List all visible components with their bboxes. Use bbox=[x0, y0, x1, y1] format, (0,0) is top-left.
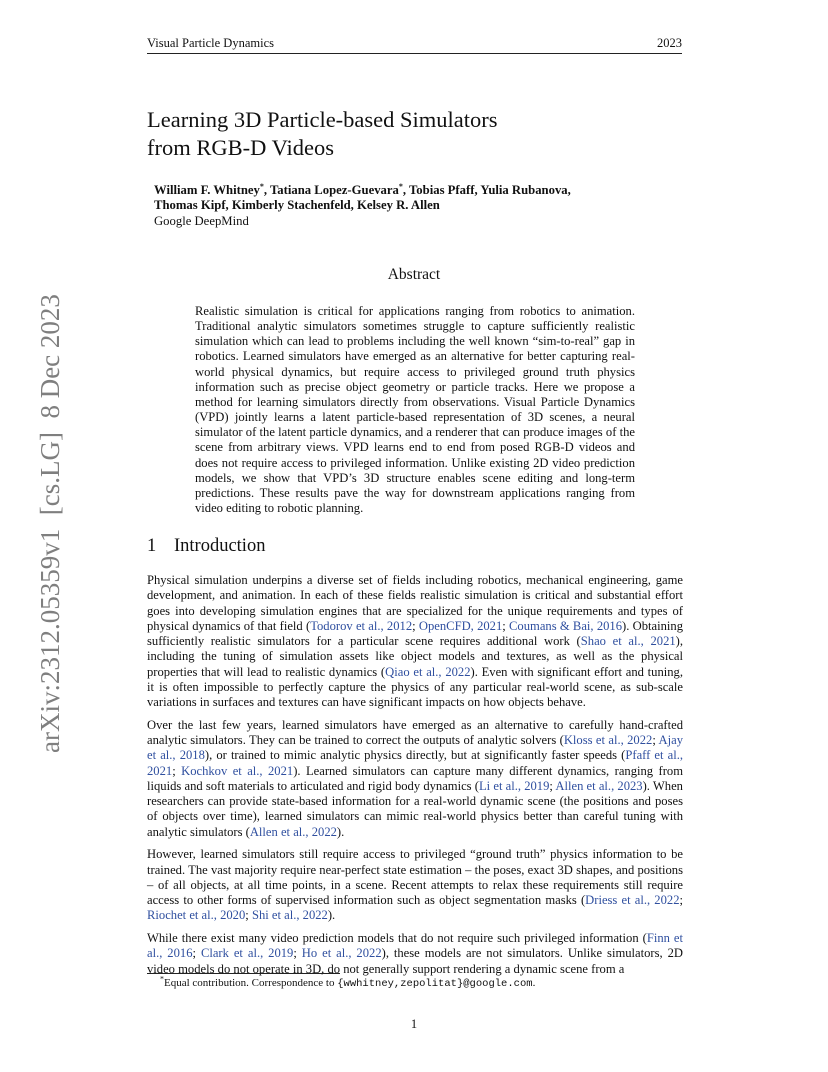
citation-link[interactable]: Clark et al., 2019 bbox=[200, 946, 294, 961]
section-heading bbox=[147, 536, 265, 557]
affiliation: Google DeepMind bbox=[154, 214, 249, 228]
citation-link[interactable]: Kloss et al., 2022 bbox=[563, 733, 653, 747]
running-year: 2023 bbox=[657, 36, 682, 50]
citation-link[interactable]: Coumans & Bai, 2016 bbox=[509, 618, 623, 633]
arxiv-stamp[interactable]: arXiv:2312.05359v1 [cs.LG] 8 Dec 2023 bbox=[35, 294, 65, 753]
running-title: Visual Particle Dynamics bbox=[147, 36, 274, 50]
citation-link[interactable]: Kochkov et al., 2021 bbox=[181, 763, 294, 778]
footnote: *Equal contribution. Correspondence to {wwhitney,zepolitat}@google.com. bbox=[160, 974, 536, 990]
author-list: William F. Whitney*, Tatiana Lopez-Guevara*, Tobias Pfaff, Yulia Rubanova, Thomas Kipf, Kimberly Stachenfeld, Kelsey R. Allen bbox=[154, 181, 571, 212]
citation-link[interactable]: Finn et al., 2016 bbox=[147, 931, 683, 961]
citation-link[interactable]: Shi et al., 2022 bbox=[251, 908, 328, 923]
citation-link[interactable]: Shao et al., 2021 bbox=[580, 634, 676, 648]
citation-link[interactable]: OpenCFD, 2021 bbox=[418, 618, 503, 633]
section-title: Introduction bbox=[174, 536, 266, 556]
paragraph: Over the last few years, learned simulators have emerged as an alternative to carefully hand-crafted analytic simulators. They can be trained to correct the outputs of analytic solvers (Kloss et al., 2022; Ajay et al., 2018), or trained to mimic analytic physics directly, but at significantly faster speeds (Pfaff et al., 2021; Kochkov et al., 2021). Learned simulators can capture many different dynamics, ranging from liquids and soft materials to articulated and rigid body dynamics (Li et al., 2019; Allen et al., 2023). When researchers can provide state-based information for a real-world dynamic scene (the positions and poses of objects over time), learned simulators can mimic real-world physics better than careful tuning with analytic simulators (Allen et al., 2022). bbox=[147, 717, 684, 839]
abstract-text: Realistic simulation is critical for applications ranging from robotics to animation. Traditional analytic simulators sometimes struggle to capture sufficiently realistic simulation which can lead to problems including the well known “sim-to-real” gap in robotics. Learned simulators have emerged as an alternative for better capturing real-world physical dynamics, but require access to privileged ground truth physics information such as precise object geometry or particle tracks. Here we propose a method for learning simulators directly from observations. Visual Particle Dynamics (VPD) jointly learns a latent particle-based representation of 3D scenes, a neural simulator of the latent particle dynamics, and a renderer that can produce images of the scene from arbitrary views. VPD learns end to end from posed RGB-D videos and does not require access to privileged information. Unlike existing 2D video prediction models, we show that VPD’s 3D structure enables scene editing and long-term predictions. These results pave the way for downstream applications ranging from video editing to robotic planning. bbox=[195, 304, 635, 516]
citation-link[interactable]: Ho et al., 2022 bbox=[301, 946, 382, 961]
footnote-mark: * bbox=[160, 974, 164, 984]
running-header bbox=[147, 36, 682, 51]
body-text bbox=[147, 573, 683, 984]
citation-link[interactable]: Allen et al., 2023 bbox=[555, 778, 643, 793]
footnote-rule bbox=[147, 973, 340, 974]
abstract-heading: Abstract bbox=[387, 266, 441, 283]
citation-link[interactable]: Li et al., 2019 bbox=[478, 778, 550, 793]
citation-link[interactable]: Allen et al., 2022 bbox=[249, 824, 337, 839]
paragraph: However, learned simulators still require access to privileged “ground truth” physics information to be trained. The vast majority require near-perfect state estimation – the poses, exact 3D shapes, and positions – of all objects, at all time points, in a scene. Recent attempts to relax these requirements still require access to other forms of supervised information such as object segmentation masks (Driess et al., 2022; Riochet et al., 2020; Shi et al., 2022). bbox=[147, 847, 683, 923]
header-rule bbox=[147, 53, 682, 54]
citation-link[interactable]: Todorov et al., 2012 bbox=[310, 618, 413, 633]
citation-link[interactable]: Qiao et al., 2022 bbox=[385, 664, 471, 679]
section-number: 1 bbox=[147, 536, 157, 556]
citation-link[interactable]: Driess et al., 2022 bbox=[585, 893, 680, 907]
paragraph: Physical simulation underpins a diverse set of fields including robotics, mechanical engineering, game development, and animation. In each of these fields realistic simulation is critical and substantial effort goes into developing simulation engines that are specialized for the unique requirements and types of physical dynamics of that field (Todorov et al., 2012; OpenCFD, 2021; Coumans & Bai, 2016). Obtaining sufficiently realistic simulators for a particular scene requires additional work (Shao et al., 2021), including the tuning of simulation assets like object models and textures, as well as the physical properties that will lead to realistic dynamics (Qiao et al., 2022). Even with significant effort and tuning, it is often impossible to perfectly capture the physics of any particular real-world scene, as sub-scale variations in surfaces and textures can have significant impacts on how objects behave. bbox=[147, 573, 684, 709]
paragraph: While there exist many video prediction models that do not require such privileged information (Finn et al., 2016; Clark et al., 2019; Ho et al., 2022), these models are not simulators. Unlike simulators, 2D video models do not operate in 3D, do not generally support rendering a dynamic scene from a bbox=[147, 931, 683, 976]
citation-link[interactable]: Ajay et al., 2018 bbox=[147, 733, 683, 763]
citation-link[interactable]: Riochet et al., 2020 bbox=[147, 908, 246, 923]
citation-link[interactable]: Pfaff et al., 2021 bbox=[147, 748, 684, 778]
paper-title: Learning 3D Particle-based Simulators from RGB-D Videos bbox=[147, 107, 498, 160]
page-number: 1 bbox=[410, 1017, 418, 1031]
contact-email[interactable]: {wwhitney,zepolitat}@google.com bbox=[337, 978, 533, 990]
